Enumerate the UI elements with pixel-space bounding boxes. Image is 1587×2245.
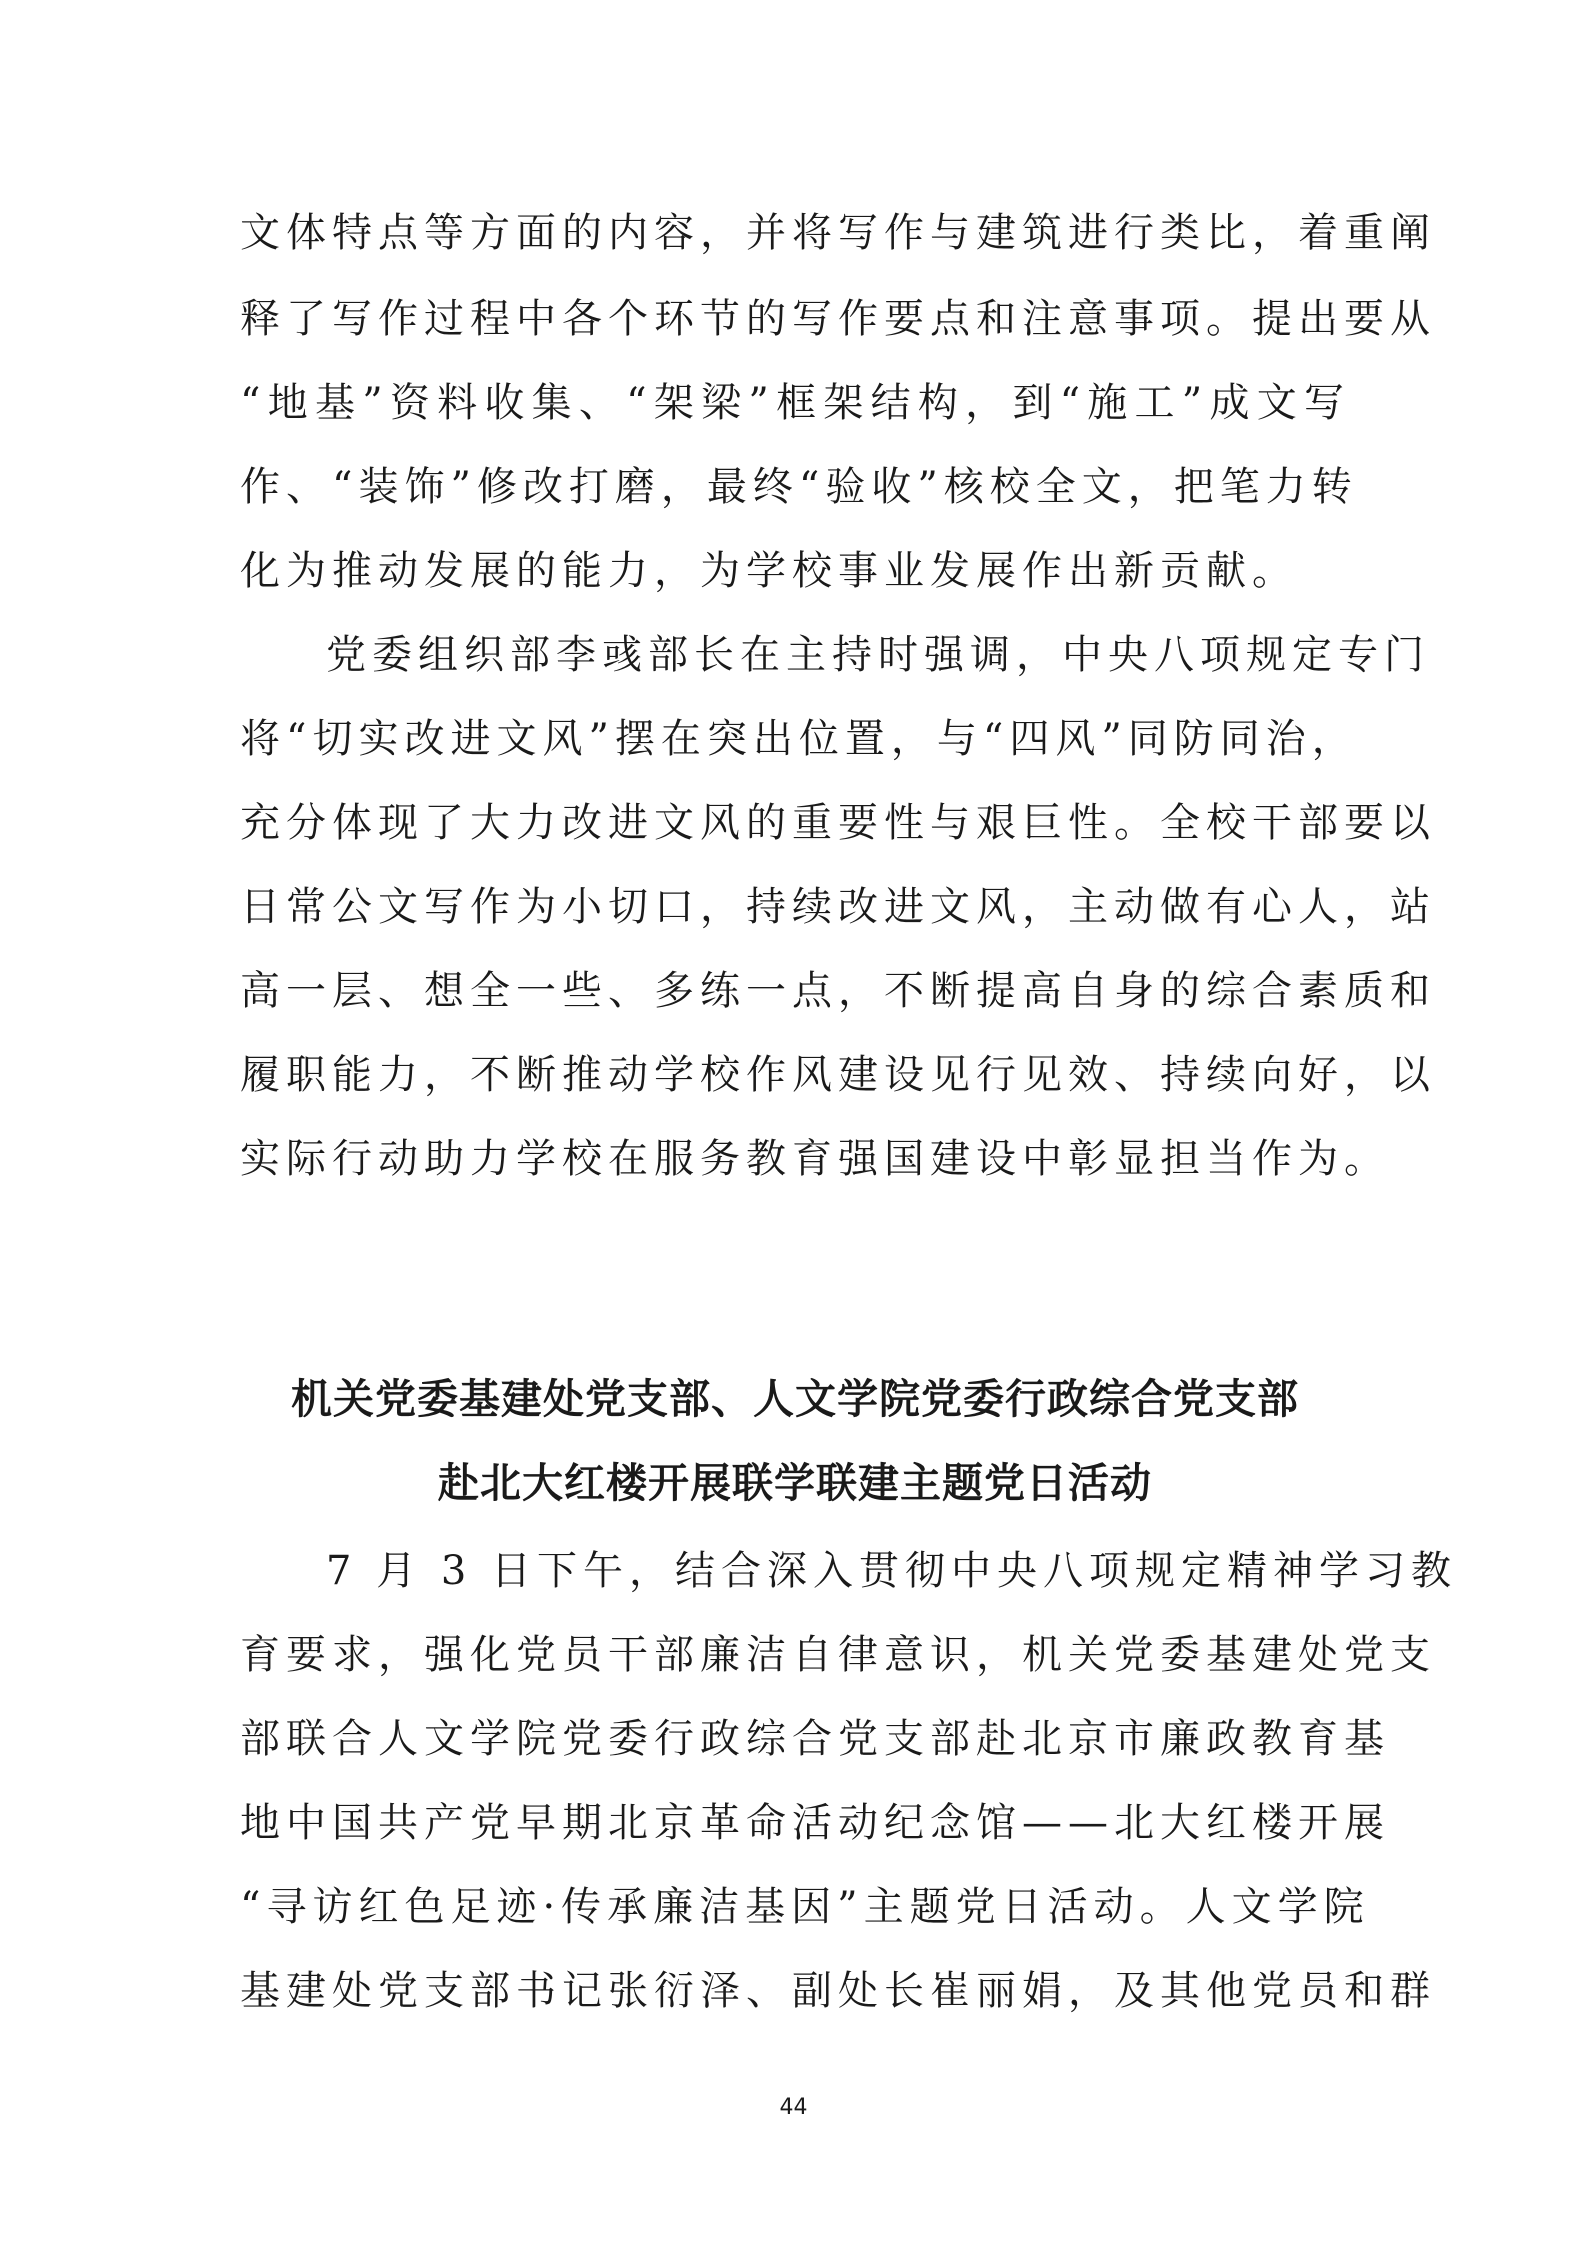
article-title-line: 赴北大红楼开展联学联建主题党日活动 — [438, 1459, 1152, 1507]
text-line: 日常公文写作为小切口，持续改进文风，主动做有心人，站 — [240, 884, 1436, 930]
text-line: “寻访红色足迹·传承廉洁基因”主题党日活动。人文学院 — [240, 1884, 1370, 1930]
article-title-line: 机关党委基建处党支部、人文学院党委行政综合党支部 — [291, 1375, 1299, 1423]
text-line: “地基”资料收集、“架梁”框架结构，到“施工”成文写 — [240, 380, 1350, 426]
text-line: 党委组织部李彧部长在主持时强调，中央八项规定专门 — [326, 632, 1430, 678]
text-line: 作、“装饰”修改打磨，最终“验收”核校全文，把笔力转 — [240, 464, 1358, 510]
text-line: 释了写作过程中各个环节的写作要点和注意事项。提出要从 — [240, 296, 1436, 342]
text-line: 文体特点等方面的内容，并将写作与建筑进行类比，着重阐 — [240, 210, 1436, 256]
text-line: 部联合人文学院党委行政综合党支部赴北京市廉政教育基 — [240, 1716, 1390, 1762]
text-line: 化为推动发展的能力，为学校事业发展作出新贡献。 — [240, 548, 1298, 594]
text-line: 基建处党支部书记张衍泽、副处长崔丽娟，及其他党员和群 — [240, 1968, 1436, 2014]
text-line: 履职能力，不断推动学校作风建设见行见效、持续向好，以 — [240, 1052, 1436, 1098]
text-line: 育要求，强化党员干部廉洁自律意识，机关党委基建处党支 — [240, 1632, 1436, 1678]
page-number: 44 — [779, 2095, 808, 2120]
text-line: 高一层、想全一些、多练一点，不断提高自身的综合素质和 — [240, 968, 1436, 1014]
text-line: 充分体现了大力改进文风的重要性与艰巨性。全校干部要以 — [240, 800, 1436, 846]
text-line: 将“切实改进文风”摆在突出位置，与“四风”同防同治， — [240, 716, 1358, 762]
text-line: 实际行动助力学校在服务教育强国建设中彰显担当作为。 — [240, 1136, 1390, 1182]
text-line: 7 月 3 日下午，结合深入贯彻中央八项规定精神学习教 — [326, 1548, 1458, 1594]
text-line: 地中国共产党早期北京革命活动纪念馆——北大红楼开展 — [240, 1800, 1390, 1846]
